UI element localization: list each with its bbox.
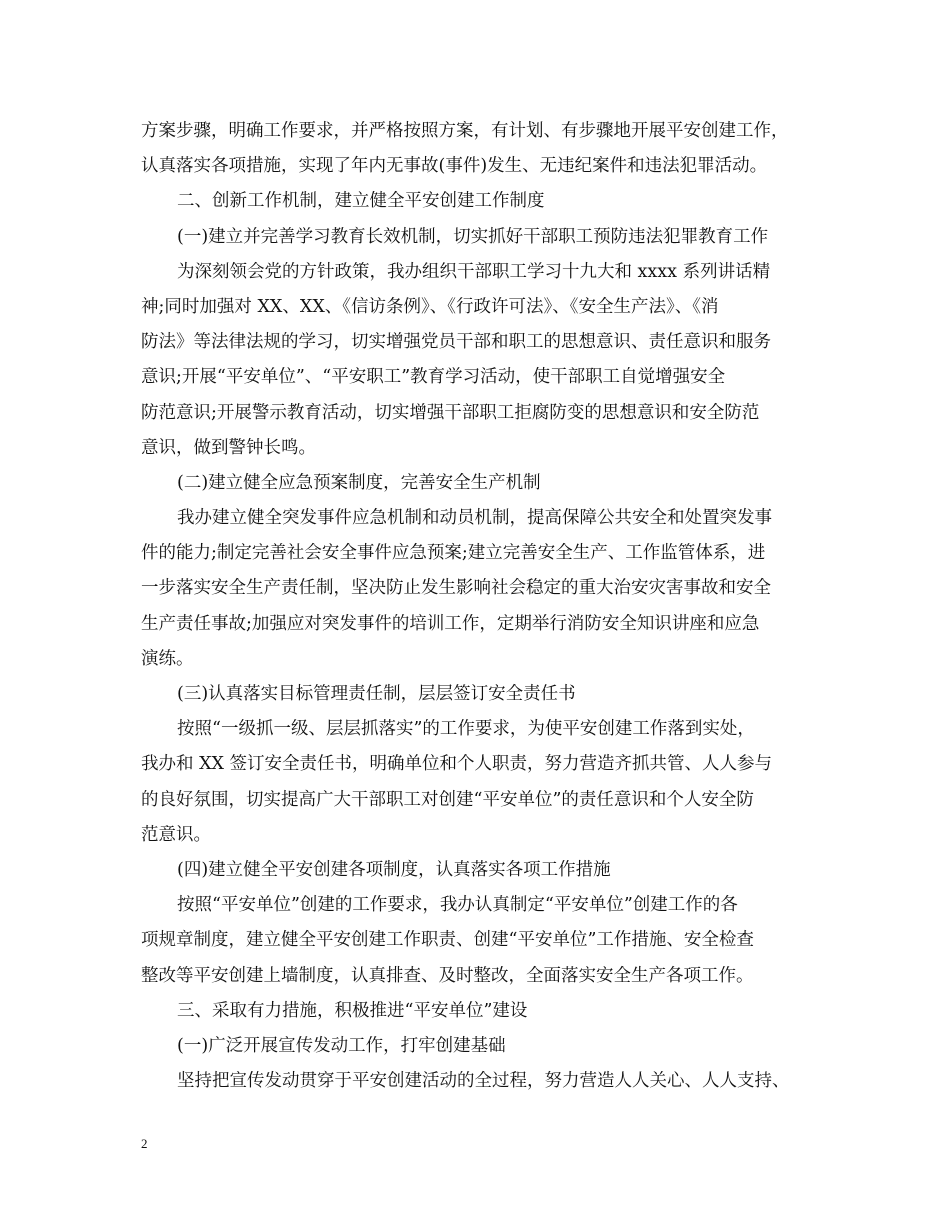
subsection-heading: (一)建立并完善学习教育长效机制，切实抓好干部职工预防违法犯罪教育工作 — [177, 226, 769, 247]
text-line: 件的能力;制定完善社会安全事件应急预案;建立完善安全生产、工作监管体系，进 — [141, 543, 766, 564]
text-line: 范意识。 — [141, 824, 211, 845]
text-line: 意识;开展“平安单位”、“平安职工”教育学习活动，使干部职工自觉增强安全 — [141, 367, 726, 388]
subsection-heading: (二)建立健全应急预案制度，完善安全生产机制 — [177, 472, 541, 493]
paragraph-start: 按照“平安单位”创建的工作要求，我办认真制定“平安单位”创建工作的各 — [177, 895, 738, 916]
subsection-heading: (一)广泛开展宣传发动工作，打牢创建基础 — [177, 1035, 506, 1056]
body-text — [141, 114, 831, 1099]
text-line: 认真落实各项措施，实现了年内无事故(事件)发生、无违纪案件和违法犯罪活动。 — [141, 156, 768, 177]
section-heading: 二、创新工作机制，建立健全平安创建工作制度 — [177, 191, 545, 212]
paragraph-start: 为深刻领会党的方针政策，我办组织干部职工学习十九大和 xxxx 系列讲话精 — [177, 261, 771, 282]
text-line: 防法》等法律法规的学习，切实增强党员干部和职工的思想意识、责任意识和服务 — [141, 332, 771, 353]
paragraph-start: 坚持把宣传发动贯穿于平安创建活动的全过程，努力营造人人关心、人人支持、 — [177, 1071, 790, 1092]
text-line: 防范意识;开展警示教育活动，切实增强干部职工拒腐防变的思想意识和安全防范 — [141, 402, 760, 423]
text-line: 整改等平安创建上墙制度，认真排查、及时整改，全面落实安全生产各项工作。 — [141, 965, 754, 986]
text-line: 的良好氛围，切实提高广大干部职工对创建“平安单位”的责任意识和个人安全防 — [141, 789, 754, 810]
text-line: 一步落实安全生产责任制，坚决防止发生影响社会稳定的重大治安灾害事故和安全 — [141, 578, 771, 599]
text-line: 意识，做到警钟长鸣。 — [141, 437, 316, 458]
text-line: 生产责任事故;加强应对突发事件的培训工作，定期举行消防安全知识讲座和应急 — [141, 613, 760, 634]
subsection-heading: (四)建立健全平安创建各项制度，认真落实各项工作措施 — [177, 859, 611, 880]
page-number: 2 — [141, 1136, 148, 1151]
text-line: 神;同时加强对 XX、XX、《信访条例》、《行政许可法》、《安全生产法》、《消 — [141, 296, 719, 317]
subsection-heading: (三)认真落实目标管理责任制，层层签订安全责任书 — [177, 684, 576, 704]
section-heading: 三、采取有力措施，积极推进“平安单位”建设 — [177, 1000, 528, 1021]
text-line: 项规章制度，建立健全平安创建工作职责、创建“平安单位”工作措施、安全检查 — [141, 930, 754, 951]
paragraph-start: 按照“一级抓一级、层层抓落实”的工作要求，为使平安创建工作落到实处， — [177, 719, 755, 740]
text-line: 方案步骤，明确工作要求，并严格按照方案，有计划、有步骤地开展平安创建工作， — [141, 121, 789, 141]
text-line: 演练。 — [141, 648, 194, 669]
text-line: 我办和 XX 签订安全责任书，明确单位和个人职责，努力营造齐抓共管、人人参与 — [141, 754, 773, 775]
paragraph-start: 我办建立健全突发事件应急机制和动员机制，提高保障公共安全和处置突发事 — [177, 508, 772, 529]
